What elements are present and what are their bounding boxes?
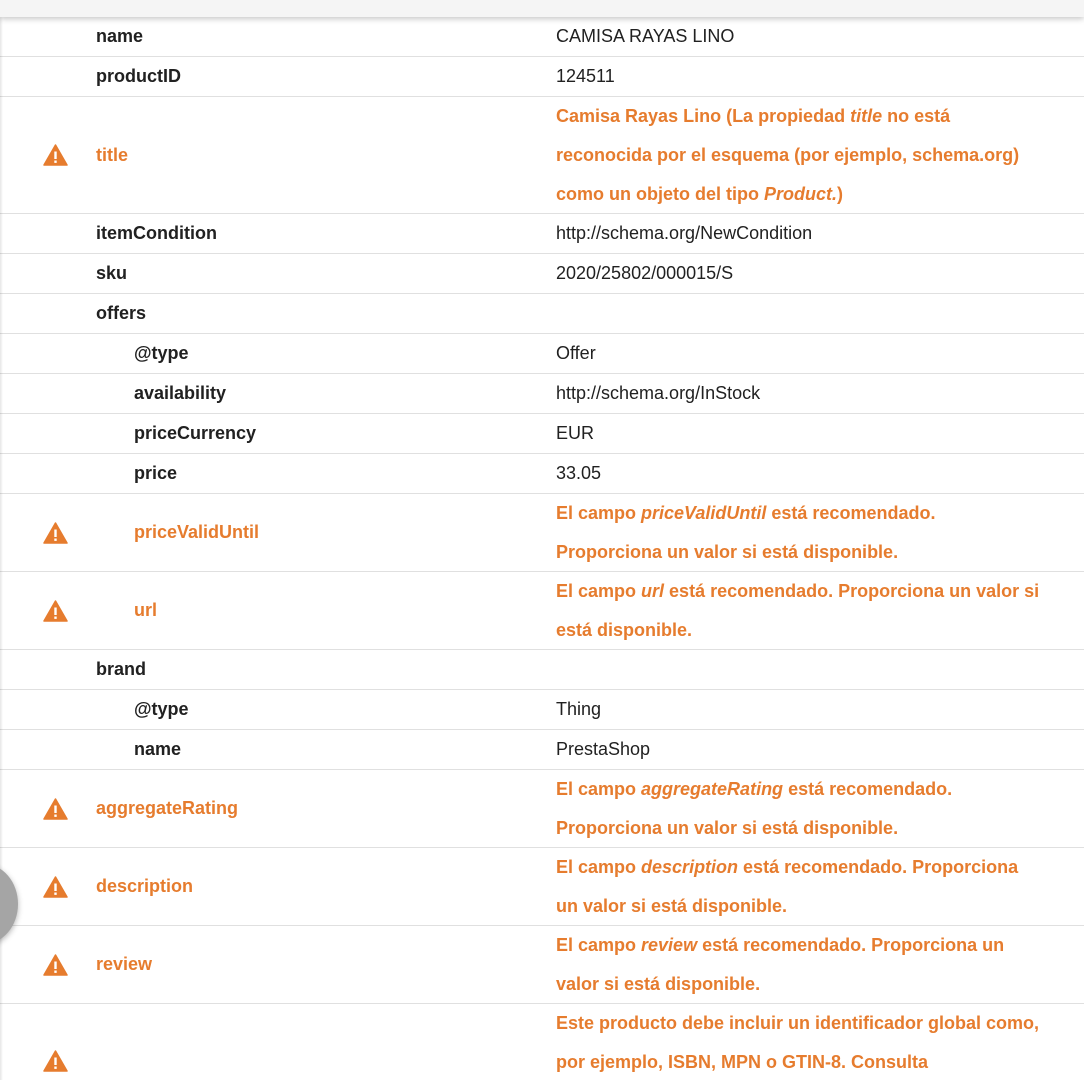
table-row-warning[interactable] bbox=[0, 926, 1084, 1004]
property-key: description bbox=[96, 876, 194, 896]
property-key: priceValidUntil bbox=[134, 522, 260, 542]
property-key: @type bbox=[134, 343, 189, 363]
table-row bbox=[0, 414, 1084, 454]
property-value: Offer bbox=[556, 343, 596, 363]
table-row-warning[interactable] bbox=[0, 770, 1084, 848]
property-value: Thing bbox=[556, 699, 602, 719]
property-key: itemCondition bbox=[96, 223, 217, 243]
table-row-warning[interactable] bbox=[0, 494, 1084, 572]
property-key: offers bbox=[96, 303, 147, 323]
table-row bbox=[0, 294, 1084, 334]
property-key: productID bbox=[96, 66, 181, 86]
table-row bbox=[0, 334, 1084, 374]
property-key: price bbox=[134, 463, 178, 483]
property-value: El campo priceValidUntil está recomendado. Proporciona un valor si está disponible. bbox=[556, 502, 936, 562]
property-key: @type bbox=[134, 699, 189, 719]
warning-icon bbox=[43, 600, 68, 622]
property-value: Este producto debe incluir un identificador global como, por ejemplo, ISBN, MPN o GTIN-8. Consulta bbox=[556, 1013, 1040, 1072]
table-row bbox=[0, 57, 1084, 97]
property-value: El campo url está recomendado. Proporciona un valor si está disponible. bbox=[556, 580, 1040, 640]
structured-data-table bbox=[0, 17, 1084, 1082]
property-key: review bbox=[96, 954, 153, 974]
property-value: El campo aggregateRating está recomendado. Proporciona un valor si está disponible. bbox=[556, 778, 953, 838]
property-value: CAMISA RAYAS LINO bbox=[556, 26, 735, 46]
top-app-bar bbox=[0, 0, 1084, 17]
property-key: title bbox=[96, 144, 129, 165]
table-row-warning[interactable] bbox=[0, 97, 1084, 214]
property-value: El campo review está recomendado. Proporciona un valor si está disponible. bbox=[556, 934, 1005, 994]
warning-icon bbox=[43, 144, 68, 166]
property-key: availability bbox=[134, 383, 227, 403]
property-key: sku bbox=[96, 263, 128, 283]
table-row bbox=[0, 374, 1084, 414]
property-value: El campo description está recomendado. Proporciona un valor si está disponible. bbox=[556, 856, 1019, 916]
table-row-warning[interactable] bbox=[0, 848, 1084, 926]
table-row bbox=[0, 650, 1084, 690]
warning-icon bbox=[43, 954, 68, 976]
table-row bbox=[0, 254, 1084, 294]
property-value: 33.05 bbox=[556, 463, 602, 483]
property-value: http://schema.org/NewCondition bbox=[556, 223, 813, 243]
table-row bbox=[0, 730, 1084, 770]
property-value: http://schema.org/InStock bbox=[556, 383, 761, 403]
warning-icon bbox=[43, 1050, 68, 1072]
table-row bbox=[0, 17, 1084, 57]
property-key: name bbox=[96, 26, 144, 46]
property-value: PrestaShop bbox=[556, 739, 651, 759]
table-row-warning[interactable] bbox=[0, 572, 1084, 650]
property-key: name bbox=[134, 739, 182, 759]
table-row bbox=[0, 454, 1084, 494]
property-value: Camisa Rayas Lino (La propiedad title no está reconocida por el esquema (por ejemplo, schema.org) como un objeto del tipo Product.) bbox=[556, 105, 1020, 204]
property-key: url bbox=[134, 600, 158, 620]
warning-icon bbox=[43, 876, 68, 898]
table-row-warning[interactable] bbox=[0, 1004, 1084, 1082]
table-row bbox=[0, 690, 1084, 730]
property-key: priceCurrency bbox=[134, 423, 257, 443]
warning-icon bbox=[43, 798, 68, 820]
property-key: aggregateRating bbox=[96, 798, 239, 818]
warning-icon bbox=[43, 522, 68, 544]
property-key: brand bbox=[96, 659, 147, 679]
property-value: 2020/25802/000015/S bbox=[556, 263, 734, 283]
property-value: 124511 bbox=[556, 66, 615, 86]
property-value: EUR bbox=[556, 423, 595, 443]
table-row bbox=[0, 214, 1084, 254]
